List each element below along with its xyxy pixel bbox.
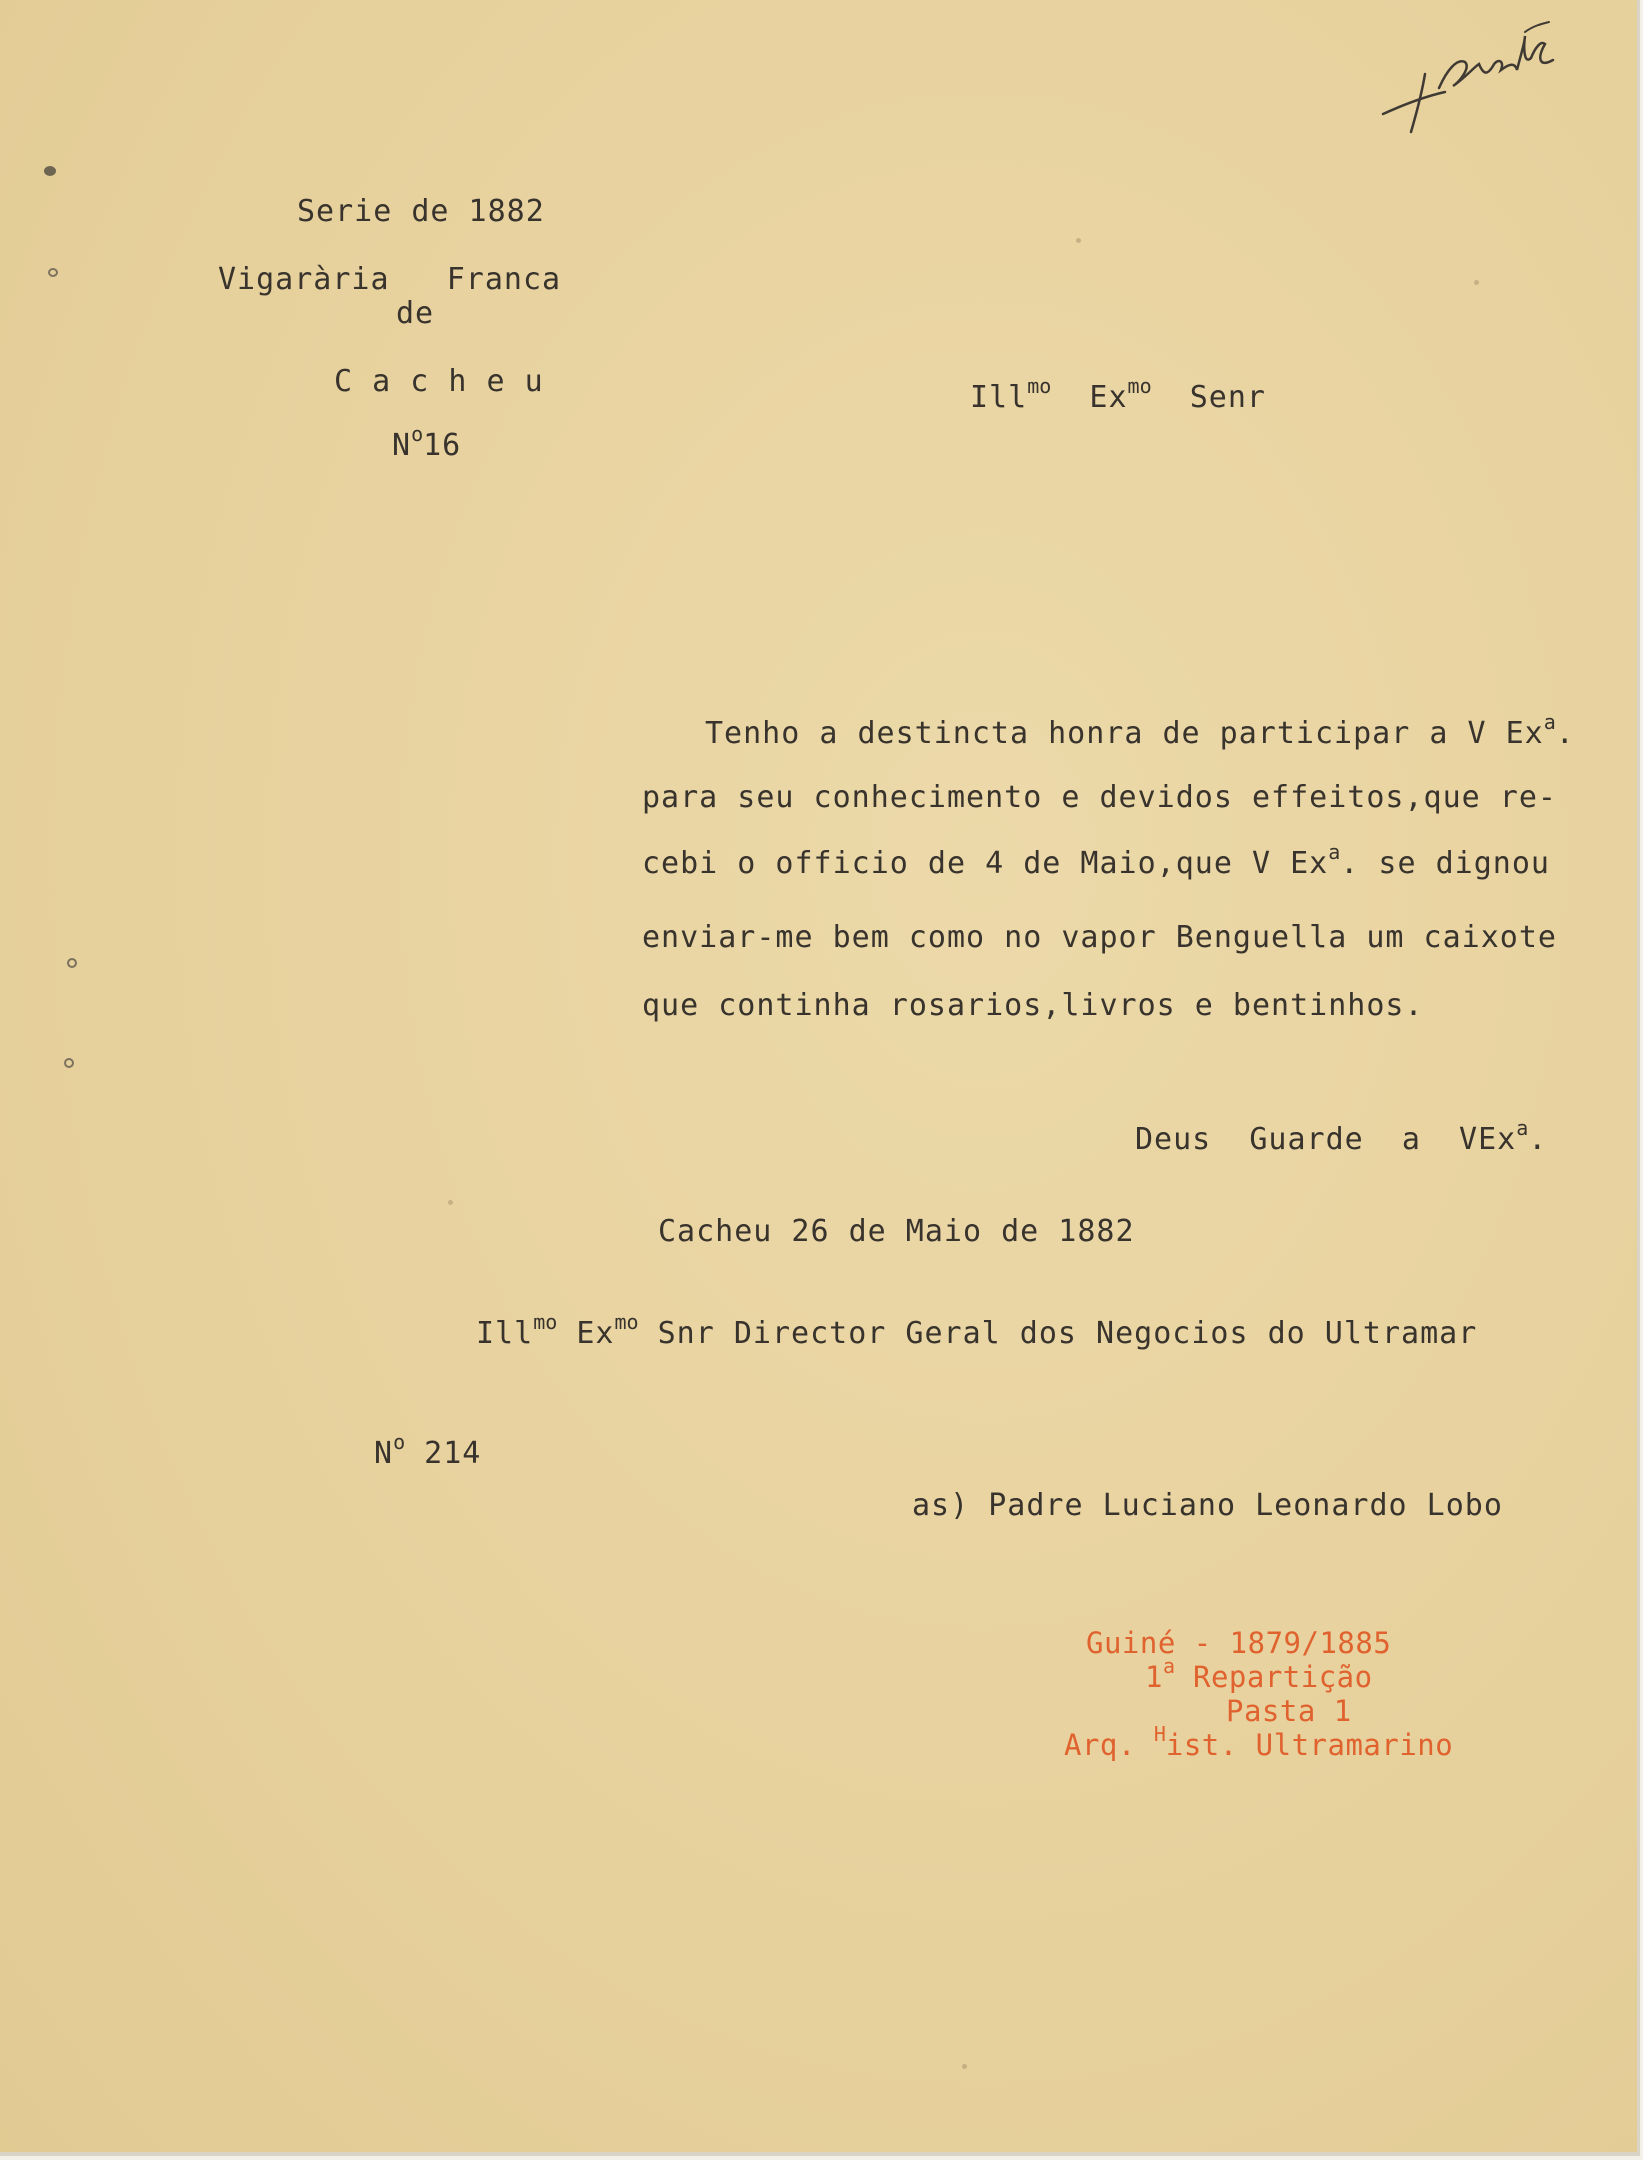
- archive-stamp-line-2: 1$^a$ Repartição: [1145, 1654, 1373, 1694]
- vigararia-label: Vigarària Franca: [218, 262, 562, 297]
- handwritten-note-signature: [1375, 18, 1575, 138]
- binding-hole: [44, 166, 56, 176]
- body-line-1: Tenho a destincta honra de participar a V Ex$^a$.: [705, 710, 1575, 751]
- body-line-2: para seu conhecimento e devidos effeitos,que re-: [642, 780, 1557, 815]
- body-line-3: cebi o officio de 4 de Maio,que V Ex$^a$. se dignou: [642, 840, 1550, 881]
- paper-speck: [1474, 280, 1479, 285]
- paper-speck: [1076, 238, 1081, 243]
- body-line-4: enviar-me bem como no vapor Benguella um caixote: [642, 920, 1557, 955]
- binding-hole: [48, 268, 58, 277]
- document-number: $N^o16$: [392, 422, 462, 463]
- date-line: Cacheu 26 de Maio de 1882: [658, 1214, 1135, 1249]
- paper-speck: [962, 2064, 967, 2069]
- paper-speck: [448, 1200, 453, 1205]
- de-label: de: [396, 296, 435, 331]
- signatory-line: as) Padre Luciano Leonardo Lobo: [912, 1488, 1503, 1523]
- salutation: Ill$^{mo}$ $Ex^{mo}$ Senr: [970, 374, 1266, 415]
- binding-hole: [64, 1058, 74, 1068]
- closing-formula: Deus Guarde a VEx$^a$.: [1135, 1116, 1548, 1157]
- archive-stamp-line-1: Guiné - 1879/1885: [1086, 1626, 1392, 1660]
- place-label: C a c h e u: [334, 364, 544, 399]
- addressee-line: Ill$^{mo}$ $Ex^{mo}$ Snr Director Geral dos Negocios do Ultramar: [476, 1310, 1478, 1351]
- binding-hole: [67, 958, 77, 968]
- body-line-5: que continha rosarios,livros e bentinhos.: [642, 988, 1424, 1023]
- reference-number: $N^o$ 214: [374, 1430, 482, 1471]
- serie-label: Serie de 1882: [297, 194, 545, 229]
- archive-stamp-line-4: Arq. $^H$ist. Ultramarino: [1064, 1722, 1454, 1762]
- archive-stamp-line-3: Pasta 1: [1226, 1694, 1352, 1728]
